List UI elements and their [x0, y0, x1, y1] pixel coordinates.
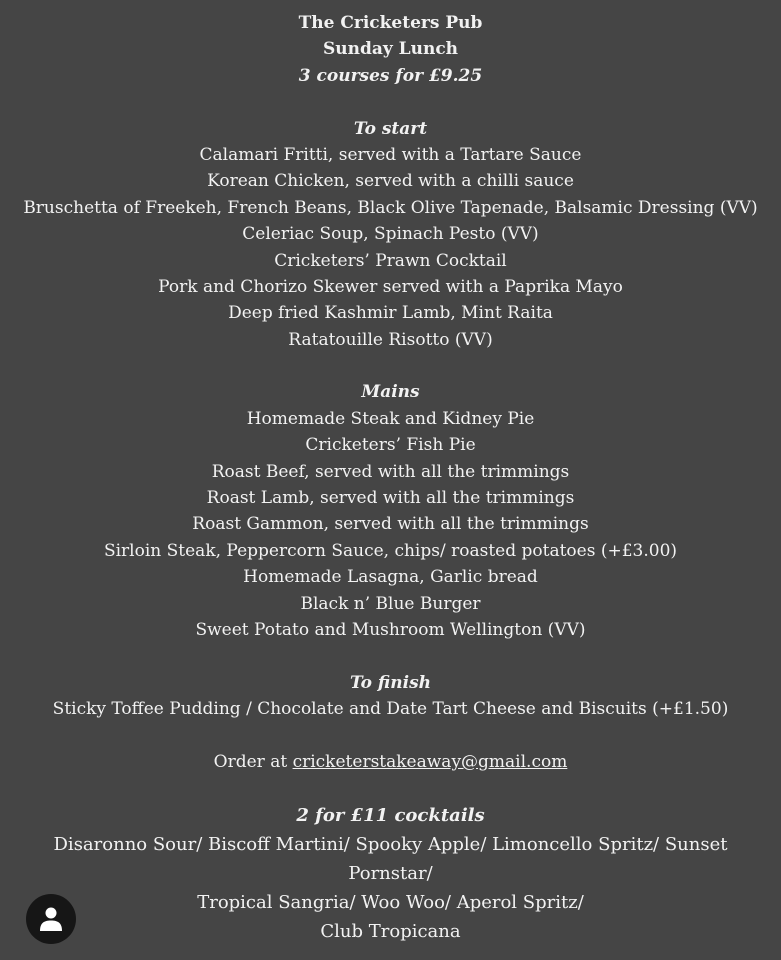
cocktail-line: Pornstar/: [348, 862, 433, 884]
menu-item: Roast Gammon, served with all the trimmings: [192, 514, 589, 535]
menu-item: Roast Lamb, served with all the trimmings: [206, 488, 575, 509]
menu-item: Korean Chicken, served with a chilli sauce: [207, 171, 574, 192]
user-icon: [39, 906, 63, 932]
desserts-heading: To finish: [349, 672, 432, 693]
menu-item: Celeriac Soup, Spinach Pesto (VV): [242, 224, 539, 245]
order-line: [0, 749, 781, 775]
menu-item: Pork and Chorizo Skewer served with a Paprika Mayo: [158, 276, 623, 297]
menu-item: Cricketers’ Fish Pie: [305, 435, 476, 456]
cocktail-line: Tropical Sangria/ Woo Woo/ Aperol Spritz/: [197, 891, 584, 913]
profile-avatar-button[interactable]: [26, 894, 76, 944]
menu-item: Ratatouille Risotto (VV): [288, 329, 493, 350]
menu-item: Roast Beef, served with all the trimmings: [211, 461, 570, 482]
spacer: [0, 89, 781, 115]
offer-text: 3 courses for £9.25: [298, 65, 483, 86]
menu-item: Sirloin Steak, Peppercorn Sauce, chips/ roasted potatoes (+£3.00): [103, 540, 678, 561]
menu-item: Cricketers’ Prawn Cocktail: [274, 250, 507, 271]
starters-heading: To start: [353, 118, 428, 139]
cocktail-line: Club Tropicana: [320, 920, 461, 942]
menu-item: Bruschetta of Freekeh, French Beans, Black Olive Tapenade, Balsamic Dressing (VV): [23, 197, 758, 218]
menu-subtitle: Sunday Lunch: [322, 39, 459, 60]
menu-item: Deep fried Kashmir Lamb, Mint Raita: [228, 303, 553, 324]
order-email-link[interactable]: cricketerstakeaway@gmail.com: [292, 751, 568, 772]
pub-title: The Cricketers Pub: [298, 13, 483, 33]
menu-item: Homemade Lasagna, Garlic bread: [243, 567, 538, 588]
spacer: [0, 643, 781, 669]
spacer: [0, 775, 781, 801]
cocktails-heading: 2 for £11 cocktails: [296, 804, 485, 826]
menu-item: Homemade Steak and Kidney Pie: [246, 408, 535, 429]
order-prefix: Order at: [213, 751, 293, 772]
mains-heading: Mains: [361, 382, 420, 403]
menu-document: [0, 10, 781, 946]
cocktail-line: Disaronno Sour/ Biscoff Martini/ Spooky Apple/ Limoncello Spritz/ Sunset: [53, 833, 728, 855]
spacer: [0, 723, 781, 749]
menu-item: Sweet Potato and Mushroom Wellington (VV): [195, 619, 586, 640]
menu-item: Calamari Fritti, served with a Tartare Sauce: [199, 144, 582, 165]
menu-item: Black n’ Blue Burger: [300, 593, 481, 614]
spacer: [0, 353, 781, 379]
menu-item: Sticky Toffee Pudding / Chocolate and Date Tart Cheese and Biscuits (+£1.50): [52, 699, 729, 720]
